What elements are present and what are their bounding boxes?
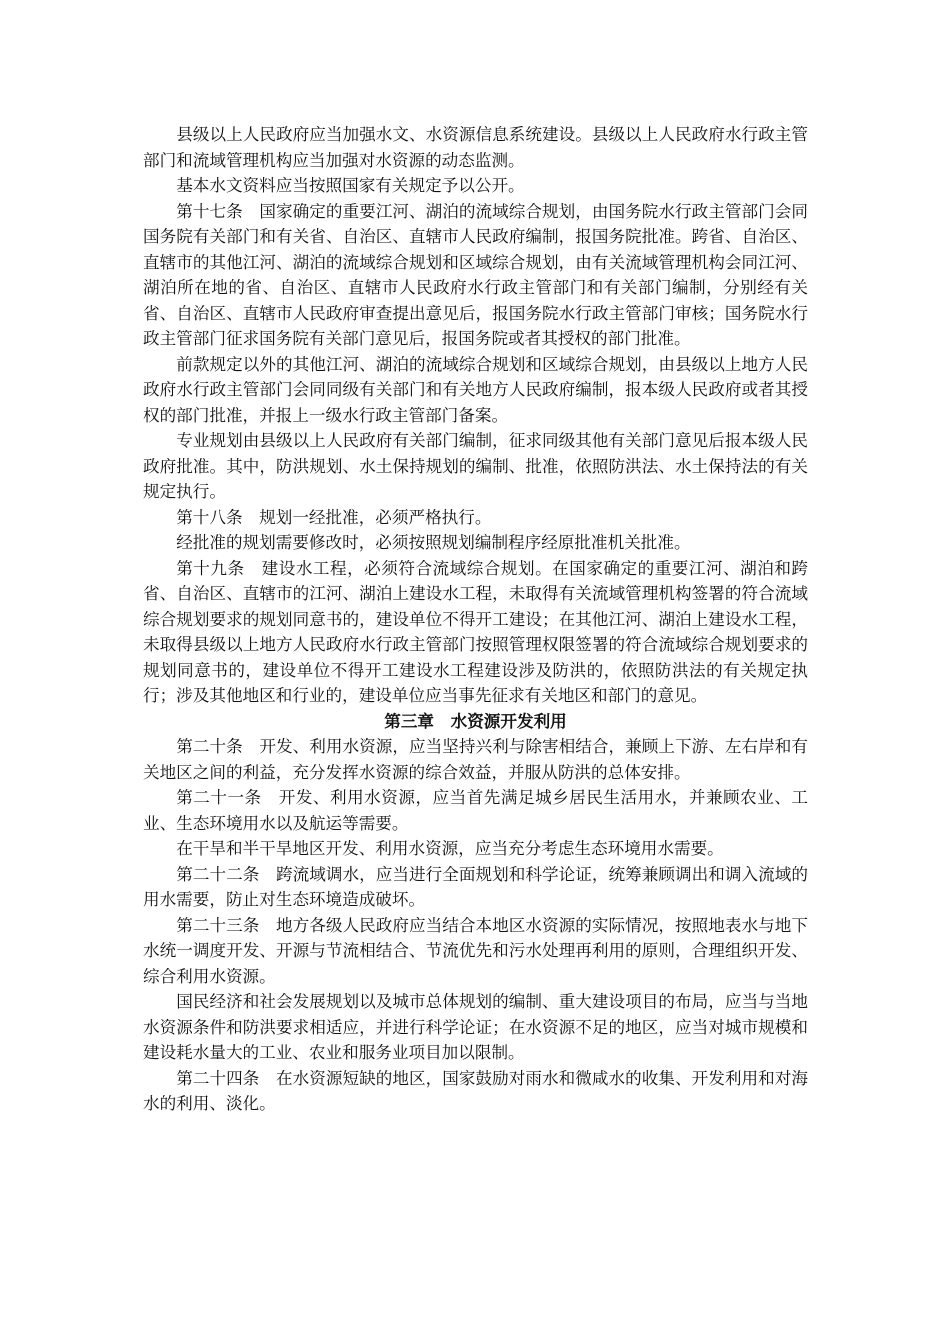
article-24: 第二十四条 在水资源短缺的地区，国家鼓励对雨水和微咸水的收集、开发利用和对海水的利用、淡化。 (143, 1068, 808, 1113)
document-body (143, 122, 808, 1117)
paragraph: 专业规划由县级以上人民政府有关部门编制，征求同级其他有关部门意见后报本级人民政府批准。其中，防洪规划、水土保持规划的编制、批准，依照防洪法、水土保持法的有关规定执行。 (143, 431, 808, 501)
article-22: 第二十二条 跨流域调水，应当进行全面规划和科学论证，统筹兼顾调出和调入流域的用水需要，防止对生态环境造成破坏。 (143, 864, 808, 909)
paragraph: 在干旱和半干旱地区开发、利用水资源，应当充分考虑生态环境用水需要。 (176, 839, 724, 858)
article-18: 第十八条 规划一经批准，必须严格执行。 (176, 507, 492, 527)
paragraph: 国民经济和社会发展规划以及城市总体规划的编制、重大建设项目的布局，应当与当地水资源条件和防洪要求相适应，并进行科学论证；在水资源不足的地区，应当对城市规模和建设耗水量大的工业、农业和服务业项目加以限制。 (143, 992, 808, 1062)
article-20: 第二十条 开发、利用水资源，应当坚持兴利与除害相结合，兼顾上下游、左右岸和有关地区之间的利益，充分发挥水资源的综合效益，并服从防洪的总体安排。 (143, 737, 808, 782)
chapter-heading: 第三章 水资源开发利用 (384, 710, 567, 731)
paragraph: 基本水文资料应当按照国家有关规定予以公开。 (176, 176, 525, 195)
paragraph: 前款规定以外的其他江河、湖泊的流域综合规划和区域综合规划，由县级以上地方人民政府水行政主管部门会同同级有关部门和有关地方人民政府编制，报本级人民政府或者其授权的部门批准，并报上一级水行政主管部门备案。 (143, 354, 808, 425)
article-23: 第二十三条 地方各级人民政府应当结合本地区水资源的实际情况，按照地表水与地下水统一调度开发、开源与节流相结合、节流优先和污水处理再利用的原则，合理组织开发、综合利用水资源。 (143, 915, 808, 986)
paragraph: 经批准的规划需要修改时，必须按照规划编制程序经原批准机关批准。 (176, 533, 691, 552)
paragraph: 县级以上人民政府应当加强水文、水资源信息系统建设。县级以上人民政府水行政主管部门和流域管理机构应当加强对水资源的动态监测。 (143, 125, 808, 170)
article-17: 第十七条 国家确定的重要江河、湖泊的流域综合规划，由国务院水行政主管部门会同国务院有关部门和有关省、自治区、直辖市人民政府编制，报国务院批准。跨省、自治区、直辖市的其他江河、湖泊的流域综合规划和区域综合规划，由有关流域管理机构会同江河、湖泊所在地的省、自治区、直辖市人民政府水行政主管部门和有关部门编制，分别经有关省、自治区、直辖市人民政府审查提出意见后，报国务院水行政主管部门审核；国务院水行政主管部门征求国务院有关部门意见后，报国务院或者其授权的部门批准。 (143, 201, 808, 348)
article-19: 第十九条 建设水工程，必须符合流域综合规划。在国家确定的重要江河、湖泊和跨省、自治区、直辖市的江河、湖泊上建设水工程，未取得有关流域管理机构签署的符合流域综合规划要求的规划同意书的，建设单位不得开工建设；在其他江河、湖泊上建设水工程，未取得县级以上地方人民政府水行政主管部门按照管理权限签署的符合流域综合规划要求的规划同意书的，建设单位不得开工建设水工程建设涉及防洪的，依照防洪法的有关规定执行；涉及其他地区和行业的，建设单位应当事先征求有关地区和部门的意见。 (143, 558, 808, 705)
article-21: 第二十一条 开发、利用水资源，应当首先满足城乡居民生活用水，并兼顾农业、工业、生态环境用水以及航运等需要。 (143, 788, 808, 833)
